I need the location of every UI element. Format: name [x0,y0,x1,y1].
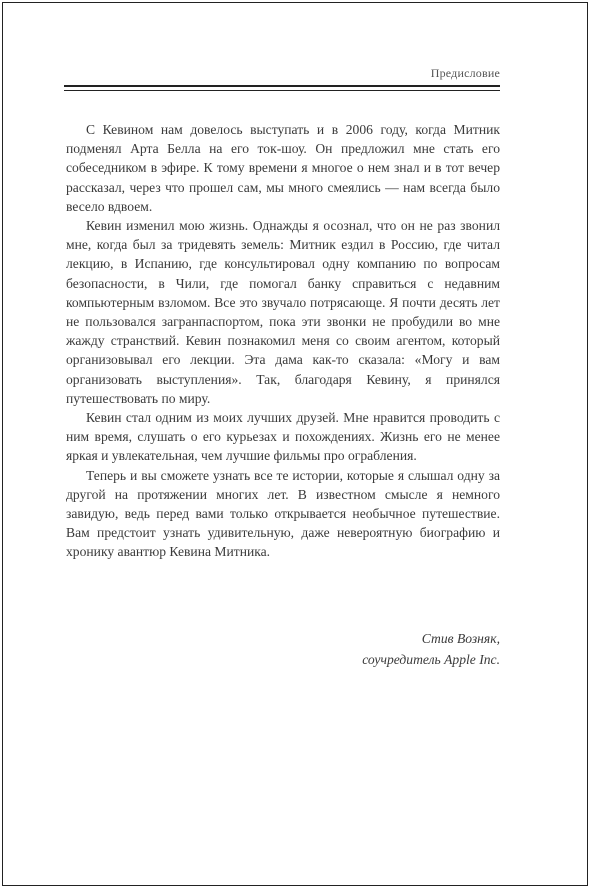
signature-role: соучредитель Apple Inc. [362,652,500,667]
paragraph-4: Теперь и вы сможете узнать все те истории, которые я слышал одну за другой на протяжении многих лет. В известном смысле я немного завидую, ведь перед вами только открывается необычное путешествие. Вам предстоит узнать удивительную, даже невероятную биографию и хронику авантюр Кевина Митника. [66,467,500,560]
paragraph-1: С Кевином нам довелось выступать и в 2006 году, когда Митник подменял Арта Белла на его ток-шоу. Он предложил мне стать его собеседником в эфире. К тому времени я многое о нем знал и в тот вечер рассказал, через что прошел сам, мы много смеялись — нам всегда было весело вдвоем. [66,122,500,214]
running-head-title: Предисловие [430,66,500,80]
paragraph-2: Кевин изменил мою жизнь. Однажды я осознал, что он не раз звонил мне, когда был за тридевять земель: Митник ездил в Россию, где читал лекцию, в Испанию, где консультировал одну компанию по вопросам безопасности, в Чили, где помогал банку справиться с недавним компьютерным взломом. Все это звучало потрясающе. Я почти десять лет не пользовался загранпаспортом, пока эти звонки не пробудили во мне жажду странствий. Кевин познакомил меня со своим агентом, который организовывал его лекции. Эта дама как-то сказала: «Могу и вам организовать выступления». Так, благодаря Кевину, я принялся путешествовать по миру. [66,218,500,406]
header-rule-thick [64,85,500,87]
signature-block [362,628,500,670]
body-text [66,120,500,562]
paragraph-3: Кевин стал одним из моих лучших друзей. Мне нравится проводить с ним время, слушать о его курьезах и похождениях. Жизнь его не менее яркая и увлекательная, чем лучшие фильмы про ограбления. [66,410,500,464]
header-rule-thin [64,90,500,91]
signature-name: Стив Возняк, [421,631,500,646]
